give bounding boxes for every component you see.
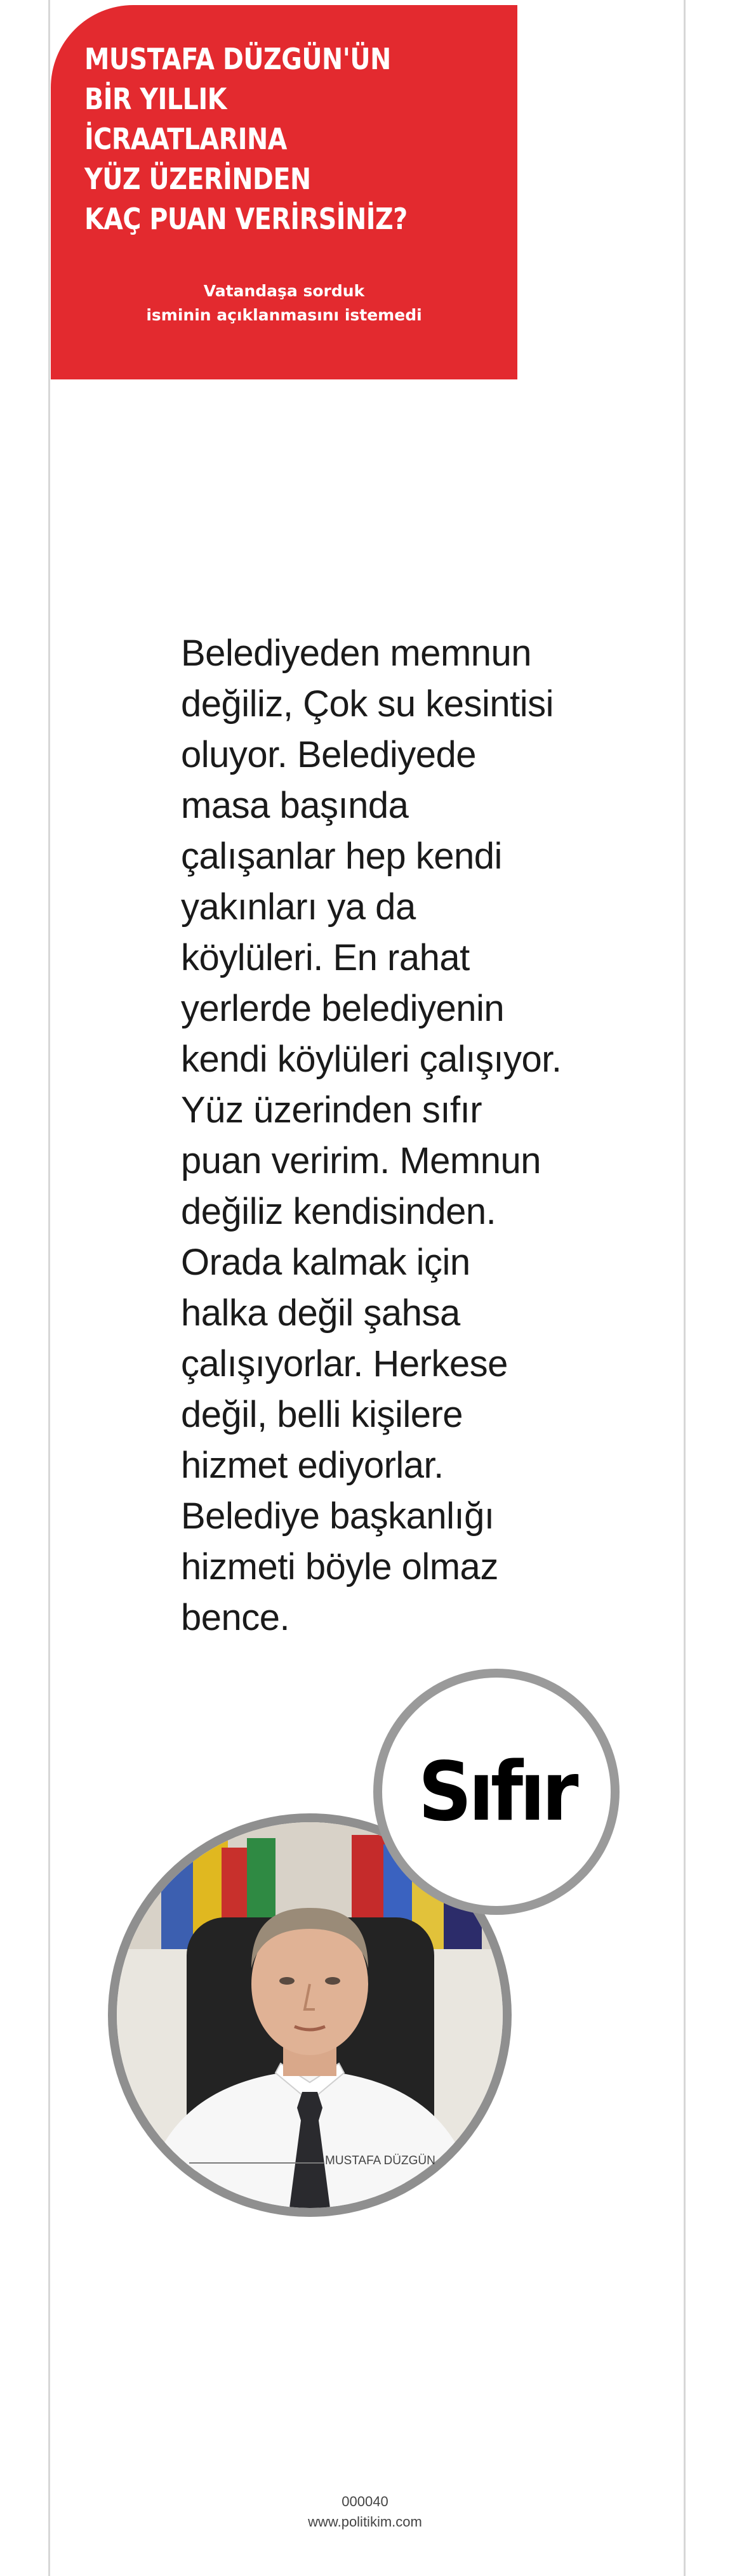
right-border-line: [684, 0, 686, 2576]
header-subtitle-line: Vatandaşa sorduk: [203, 282, 365, 300]
header-title-line: MUSTAFA DÜZGÜN'ÜN: [84, 42, 391, 76]
quote-line: bence.: [181, 1597, 290, 1638]
quote-line: çalışanlar hep kendi: [181, 836, 502, 877]
header-subtitle: [51, 279, 517, 327]
quote-line: halka değil şahsa: [181, 1292, 460, 1334]
quote-line: Orada kalmak için: [181, 1242, 470, 1283]
header-title-line: KAÇ PUAN VERİRSİNİZ?: [84, 202, 408, 236]
quote-line: yerlerde belediyenin: [181, 988, 505, 1029]
quote-line: puan veririm. Memnun: [181, 1140, 541, 1181]
quote-line: Belediye başkanlığı: [181, 1495, 494, 1537]
quote-line: yakınları ya da: [181, 886, 416, 928]
citizen-quote: [181, 628, 587, 1643]
quote-line: oluyor. Belediyede: [181, 734, 476, 775]
quote-line: çalışıyorlar. Herkese: [181, 1343, 508, 1384]
footer-url: www.politikim.com: [308, 2514, 422, 2530]
quote-line: hizmet ediyorlar.: [181, 1445, 444, 1486]
quote-line: değiliz kendisinden.: [181, 1191, 496, 1232]
quote-line: Yüz üzerinden sıfır: [181, 1089, 482, 1131]
footer-code: 000040: [342, 2494, 388, 2509]
left-border-line: [48, 0, 50, 2576]
quote-line: köylüleri. En rahat: [181, 937, 470, 978]
quote-line: değiliz, Çok su kesintisi: [181, 683, 554, 725]
quote-line: hizmeti böyle olmaz: [181, 1546, 498, 1587]
photo-caption: MUSTAFA DÜZGÜN: [325, 2154, 435, 2167]
caption-divider: [189, 2162, 324, 2164]
header-title: [84, 39, 412, 239]
header-subtitle-line: isminin açıklanmasını istemedi: [146, 306, 422, 324]
quote-line: Belediyeden memnun: [181, 633, 532, 674]
header-title-line: BİR YILLIK İCRAATLARINA: [84, 82, 287, 156]
score-badge: [373, 1669, 620, 1915]
score-text: Sıfır: [418, 1744, 575, 1839]
quote-line: masa başında: [181, 785, 409, 826]
quote-line: kendi köylüleri çalışıyor.: [181, 1039, 562, 1080]
quote-line: değil, belli kişilere: [181, 1394, 463, 1435]
score-badge-inner: [382, 1678, 611, 1906]
header-title-line: YÜZ ÜZERİNDEN: [84, 162, 311, 196]
